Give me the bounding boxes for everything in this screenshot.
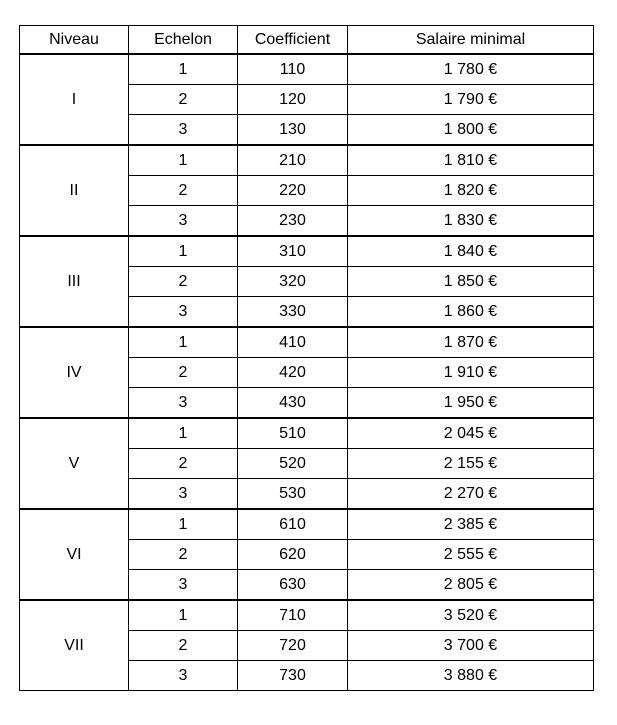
header-row bbox=[20, 26, 594, 55]
salaire-minimal-cell: 2 270 € bbox=[348, 479, 594, 510]
coefficient-cell: 620 bbox=[238, 540, 348, 570]
echelon-cell: 2 bbox=[129, 176, 238, 206]
table-row bbox=[20, 509, 594, 540]
echelon-cell: 3 bbox=[129, 388, 238, 419]
niveau-cell: IV bbox=[20, 327, 129, 418]
echelon-cell: 2 bbox=[129, 85, 238, 115]
table-row bbox=[20, 600, 594, 631]
niveau-cell: I bbox=[20, 54, 129, 145]
niveau-cell: V bbox=[20, 418, 129, 509]
salaire-minimal-cell: 1 850 € bbox=[348, 267, 594, 297]
echelon-cell: 3 bbox=[129, 661, 238, 691]
table-row bbox=[20, 145, 594, 176]
salaire-minimal-cell: 1 910 € bbox=[348, 358, 594, 388]
coefficient-cell: 230 bbox=[238, 206, 348, 237]
salaire-minimal-cell: 3 520 € bbox=[348, 600, 594, 631]
echelon-cell: 1 bbox=[129, 327, 238, 358]
niveau-cell: II bbox=[20, 145, 129, 236]
salaire-minimal-cell: 3 700 € bbox=[348, 631, 594, 661]
echelon-cell: 2 bbox=[129, 631, 238, 661]
header-coefficient: Coefficient bbox=[238, 26, 348, 55]
salaire-minimal-cell: 1 870 € bbox=[348, 327, 594, 358]
coefficient-cell: 420 bbox=[238, 358, 348, 388]
echelon-cell: 2 bbox=[129, 449, 238, 479]
niveau-cell: VI bbox=[20, 509, 129, 600]
coefficient-cell: 530 bbox=[238, 479, 348, 510]
coefficient-cell: 720 bbox=[238, 631, 348, 661]
echelon-cell: 1 bbox=[129, 600, 238, 631]
salary-grid-table bbox=[19, 25, 594, 691]
salaire-minimal-cell: 1 780 € bbox=[348, 54, 594, 85]
salaire-minimal-cell: 2 385 € bbox=[348, 509, 594, 540]
echelon-cell: 3 bbox=[129, 206, 238, 237]
coefficient-cell: 220 bbox=[238, 176, 348, 206]
echelon-cell: 2 bbox=[129, 267, 238, 297]
coefficient-cell: 130 bbox=[238, 115, 348, 146]
echelon-cell: 3 bbox=[129, 570, 238, 601]
salaire-minimal-cell: 1 950 € bbox=[348, 388, 594, 419]
salaire-minimal-cell: 2 555 € bbox=[348, 540, 594, 570]
salaire-minimal-cell: 2 155 € bbox=[348, 449, 594, 479]
coefficient-cell: 430 bbox=[238, 388, 348, 419]
coefficient-cell: 630 bbox=[238, 570, 348, 601]
echelon-cell: 1 bbox=[129, 509, 238, 540]
salaire-minimal-cell: 1 790 € bbox=[348, 85, 594, 115]
coefficient-cell: 110 bbox=[238, 54, 348, 85]
salaire-minimal-cell: 2 805 € bbox=[348, 570, 594, 601]
table-body bbox=[20, 54, 594, 691]
salaire-minimal-cell: 2 045 € bbox=[348, 418, 594, 449]
salaire-minimal-cell: 1 800 € bbox=[348, 115, 594, 146]
echelon-cell: 3 bbox=[129, 115, 238, 146]
coefficient-cell: 320 bbox=[238, 267, 348, 297]
table-row bbox=[20, 54, 594, 85]
niveau-cell: VII bbox=[20, 600, 129, 691]
coefficient-cell: 610 bbox=[238, 509, 348, 540]
echelon-cell: 2 bbox=[129, 540, 238, 570]
coefficient-cell: 310 bbox=[238, 236, 348, 267]
salaire-minimal-cell: 1 810 € bbox=[348, 145, 594, 176]
echelon-cell: 1 bbox=[129, 236, 238, 267]
table-row bbox=[20, 327, 594, 358]
header-salaire-minimal: Salaire minimal bbox=[348, 26, 594, 55]
echelon-cell: 3 bbox=[129, 479, 238, 510]
coefficient-cell: 710 bbox=[238, 600, 348, 631]
table-row bbox=[20, 236, 594, 267]
table-row bbox=[20, 418, 594, 449]
salaire-minimal-cell: 1 820 € bbox=[348, 176, 594, 206]
coefficient-cell: 330 bbox=[238, 297, 348, 328]
echelon-cell: 3 bbox=[129, 297, 238, 328]
niveau-cell: III bbox=[20, 236, 129, 327]
echelon-cell: 1 bbox=[129, 54, 238, 85]
salaire-minimal-cell: 1 840 € bbox=[348, 236, 594, 267]
coefficient-cell: 510 bbox=[238, 418, 348, 449]
salaire-minimal-cell: 1 860 € bbox=[348, 297, 594, 328]
echelon-cell: 1 bbox=[129, 145, 238, 176]
coefficient-cell: 410 bbox=[238, 327, 348, 358]
echelon-cell: 1 bbox=[129, 418, 238, 449]
salaire-minimal-cell: 3 880 € bbox=[348, 661, 594, 691]
header-echelon: Echelon bbox=[129, 26, 238, 55]
coefficient-cell: 120 bbox=[238, 85, 348, 115]
header-niveau: Niveau bbox=[20, 26, 129, 55]
coefficient-cell: 520 bbox=[238, 449, 348, 479]
salaire-minimal-cell: 1 830 € bbox=[348, 206, 594, 237]
coefficient-cell: 210 bbox=[238, 145, 348, 176]
table-header bbox=[20, 26, 594, 55]
echelon-cell: 2 bbox=[129, 358, 238, 388]
coefficient-cell: 730 bbox=[238, 661, 348, 691]
